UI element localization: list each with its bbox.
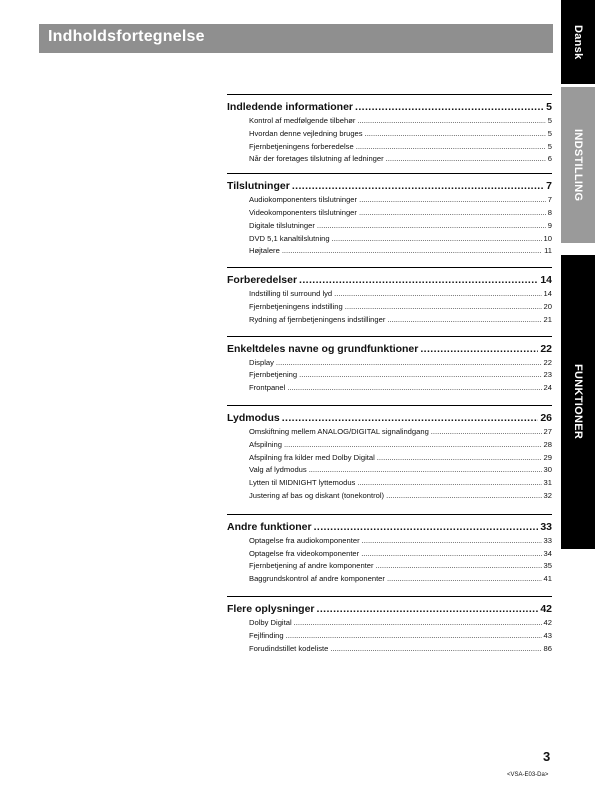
toc-entry-page: 10 bbox=[543, 233, 552, 243]
toc-section-page: 7 bbox=[546, 180, 552, 193]
dot-leader bbox=[431, 427, 542, 436]
dot-leader bbox=[387, 315, 541, 324]
toc-section-heading[interactable] bbox=[227, 597, 552, 618]
toc-entry-label: Audiokomponenters tilslutninger bbox=[249, 195, 358, 205]
toc-entry[interactable] bbox=[227, 644, 552, 657]
toc-entry[interactable] bbox=[227, 465, 552, 478]
toc-entry-page: 5 bbox=[547, 141, 552, 151]
dot-leader bbox=[359, 208, 546, 217]
toc-section-title: Forberedelser bbox=[227, 274, 298, 287]
toc-entry-label: DVD 5,1 kanaltilslutning bbox=[249, 233, 330, 243]
toc-entry-page: 7 bbox=[547, 195, 552, 205]
toc-entry-page: 8 bbox=[547, 207, 552, 217]
toc-entry-label: Afspilning bbox=[249, 439, 282, 449]
toc-entry-page: 23 bbox=[543, 370, 552, 380]
dot-leader bbox=[330, 644, 541, 653]
toc-entry-label: Fjernbetjening bbox=[249, 370, 298, 380]
toc-section-page: 42 bbox=[540, 602, 552, 615]
dot-leader bbox=[282, 246, 542, 255]
toc-section-title: Enkeltdeles navne og grundfunktioner bbox=[227, 342, 419, 355]
dot-leader bbox=[386, 491, 541, 500]
toc-entry-page: 5 bbox=[547, 128, 552, 138]
dot-leader bbox=[387, 574, 542, 583]
toc-entry[interactable] bbox=[227, 427, 552, 440]
toc-entry-page: 11 bbox=[544, 246, 552, 256]
dot-leader bbox=[292, 180, 544, 192]
toc-section bbox=[227, 336, 552, 396]
document-code: <VSA-E03-Da> bbox=[507, 772, 549, 778]
toc-section-heading[interactable] bbox=[227, 95, 552, 116]
toc-section-page: 14 bbox=[540, 274, 552, 287]
toc-entry[interactable] bbox=[227, 234, 552, 247]
title-bar bbox=[39, 24, 553, 53]
toc-entry[interactable] bbox=[227, 154, 552, 167]
toc-entry-page: 43 bbox=[543, 630, 552, 640]
toc-entry[interactable] bbox=[227, 195, 552, 208]
toc-section-page: 26 bbox=[540, 411, 552, 424]
toc-entry[interactable] bbox=[227, 208, 552, 221]
toc-section-page: 5 bbox=[546, 101, 552, 113]
toc-entry[interactable] bbox=[227, 289, 552, 302]
toc-section-heading[interactable] bbox=[227, 406, 552, 427]
toc-entry-page: 22 bbox=[543, 357, 552, 367]
page-number: 3 bbox=[543, 749, 551, 764]
dot-leader bbox=[386, 154, 546, 163]
dot-leader bbox=[317, 603, 539, 615]
table-of-contents bbox=[227, 86, 552, 656]
toc-entry-page: 33 bbox=[543, 535, 552, 545]
toc-entry-page: 28 bbox=[543, 439, 552, 449]
toc-entry[interactable] bbox=[227, 358, 552, 371]
side-tab-indstilling bbox=[561, 87, 595, 243]
toc-entry[interactable] bbox=[227, 536, 552, 549]
toc-entry-page: 34 bbox=[543, 548, 552, 558]
side-tab-funktioner bbox=[561, 255, 595, 549]
toc-entry-label: Optagelse fra audiokomponenter bbox=[249, 535, 360, 545]
dot-leader bbox=[282, 412, 539, 424]
side-tab-dansk bbox=[561, 0, 595, 84]
toc-entry-label: Justering af bas og diskant (tonekontrol) bbox=[249, 490, 385, 500]
toc-entry-page: 5 bbox=[547, 116, 552, 125]
dot-leader bbox=[317, 221, 546, 230]
toc-entry-label: Når der foretages tilslutning af ledninger bbox=[249, 154, 384, 164]
dot-leader bbox=[294, 618, 542, 627]
dot-leader bbox=[420, 343, 538, 355]
dot-leader bbox=[365, 129, 546, 138]
toc-entry-label: Afspilning fra kilder med Dolby Digital bbox=[249, 452, 375, 462]
toc-entry[interactable] bbox=[227, 142, 552, 155]
toc-entry[interactable] bbox=[227, 315, 552, 328]
toc-entry-page: 27 bbox=[543, 426, 552, 436]
toc-entry-page: 24 bbox=[543, 383, 552, 393]
toc-entry-page: 21 bbox=[543, 314, 552, 324]
toc-entry-page: 35 bbox=[543, 561, 552, 571]
toc-section bbox=[227, 514, 552, 587]
toc-entry-label: Valg af lydmodus bbox=[249, 465, 307, 475]
toc-entry-label: Fejlfinding bbox=[249, 630, 284, 640]
dot-leader bbox=[376, 561, 542, 570]
toc-section-heading[interactable] bbox=[227, 268, 552, 289]
toc-entry[interactable] bbox=[227, 246, 552, 259]
toc-section-heading[interactable] bbox=[227, 337, 552, 358]
toc-section-page: 33 bbox=[540, 520, 552, 533]
toc-entry-label: Frontpanel bbox=[249, 383, 286, 393]
dot-leader bbox=[276, 358, 542, 367]
side-tab-funktioner-label: FUNKTIONER bbox=[572, 364, 584, 440]
dot-leader bbox=[284, 440, 542, 449]
toc-section-title: Indledende informationer bbox=[227, 101, 354, 113]
dot-leader bbox=[299, 274, 538, 286]
toc-entry-label: Fjernbetjeningens indstilling bbox=[249, 301, 343, 311]
toc-entry-label: Hvordan denne vejledning bruges bbox=[249, 128, 363, 138]
toc-section bbox=[227, 267, 552, 327]
side-tab-indstilling-label: INDSTILLING bbox=[572, 128, 584, 202]
toc-entry[interactable] bbox=[227, 440, 552, 453]
toc-entry-page: 86 bbox=[543, 643, 552, 653]
toc-entry-label: Dolby Digital bbox=[249, 617, 292, 627]
toc-entry[interactable] bbox=[227, 370, 552, 383]
toc-entry[interactable] bbox=[227, 221, 552, 234]
toc-entry-label: Kontrol af medfølgende tilbehør bbox=[249, 116, 356, 125]
toc-entry-label: Omskiftning mellem ANALOG/DIGITAL signalindgang bbox=[249, 426, 429, 436]
toc-entry-page: 9 bbox=[547, 220, 552, 230]
toc-entry-label: Højtalere bbox=[249, 246, 280, 256]
toc-entry-label: Indstilling til surround lyd bbox=[249, 289, 333, 299]
toc-section bbox=[227, 94, 552, 167]
toc-section-title: Flere oplysninger bbox=[227, 602, 315, 615]
toc-entry[interactable] bbox=[227, 561, 552, 574]
toc-entry-page: 20 bbox=[543, 301, 552, 311]
toc-entry-label: Display bbox=[249, 357, 274, 367]
toc-entry-page: 41 bbox=[543, 574, 552, 584]
toc-entry-page: 6 bbox=[547, 154, 552, 164]
dot-leader bbox=[309, 465, 542, 474]
dot-leader bbox=[362, 536, 542, 545]
toc-entry[interactable] bbox=[227, 453, 552, 466]
toc-entry[interactable] bbox=[227, 383, 552, 396]
toc-entry[interactable] bbox=[227, 116, 552, 129]
toc-entry-page: 32 bbox=[543, 490, 552, 500]
toc-entry-page: 31 bbox=[543, 478, 552, 488]
toc-entry[interactable] bbox=[227, 129, 552, 142]
dot-leader bbox=[361, 549, 541, 558]
toc-entry-label: Baggrundskontrol af andre komponenter bbox=[249, 574, 385, 584]
dot-leader bbox=[357, 478, 541, 487]
toc-entry-label: Fjernbetjeningens forberedelse bbox=[249, 141, 354, 151]
dot-leader bbox=[355, 101, 544, 113]
dot-leader bbox=[287, 383, 541, 392]
toc-section-page: 22 bbox=[540, 342, 552, 355]
toc-section-title: Lydmodus bbox=[227, 411, 280, 424]
toc-section-title: Andre funktioner bbox=[227, 520, 312, 533]
dot-leader bbox=[359, 195, 546, 204]
toc-entry[interactable] bbox=[227, 631, 552, 644]
dot-leader bbox=[377, 453, 542, 462]
toc-entry[interactable] bbox=[227, 478, 552, 491]
dot-leader bbox=[345, 302, 542, 311]
toc-section-heading[interactable] bbox=[227, 174, 552, 195]
toc-entry-page: 14 bbox=[543, 289, 552, 299]
toc-entry[interactable] bbox=[227, 574, 552, 587]
toc-entry[interactable] bbox=[227, 491, 552, 504]
toc-section bbox=[227, 405, 552, 504]
dot-leader bbox=[334, 289, 541, 298]
toc-entry-label: Rydning af fjernbetjeningens indstillinger bbox=[249, 314, 386, 324]
toc-section-heading[interactable] bbox=[227, 515, 552, 536]
dot-leader bbox=[357, 116, 545, 125]
dot-leader bbox=[356, 142, 546, 151]
dot-leader bbox=[299, 370, 541, 379]
toc-entry-page: 42 bbox=[543, 617, 552, 627]
toc-entry-page: 29 bbox=[543, 452, 552, 462]
toc-entry-label: Forudindstillet kodeliste bbox=[249, 643, 329, 653]
toc-entry[interactable] bbox=[227, 549, 552, 562]
toc-section bbox=[227, 173, 552, 259]
toc-section bbox=[227, 596, 552, 656]
toc-section-title: Tilslutninger bbox=[227, 180, 290, 193]
toc-entry-page: 30 bbox=[543, 465, 552, 475]
dot-leader bbox=[286, 631, 542, 640]
toc-entry-label: Fjernbetjening af andre komponenter bbox=[249, 561, 374, 571]
toc-entry-label: Lytten til MIDNIGHT lyttemodus bbox=[249, 478, 356, 488]
toc-entry-label: Optagelse fra videokomponenter bbox=[249, 548, 360, 558]
side-tab-dansk-label: Dansk bbox=[572, 24, 584, 60]
toc-entry[interactable] bbox=[227, 302, 552, 315]
dot-leader bbox=[314, 521, 539, 533]
toc-entry-label: Videokomponenters tilslutninger bbox=[249, 207, 357, 217]
toc-entry-label: Digitale tilslutninger bbox=[249, 220, 315, 230]
dot-leader bbox=[332, 234, 542, 243]
toc-entry[interactable] bbox=[227, 618, 552, 631]
page-title: Indholdsfortegnelse bbox=[48, 28, 205, 45]
